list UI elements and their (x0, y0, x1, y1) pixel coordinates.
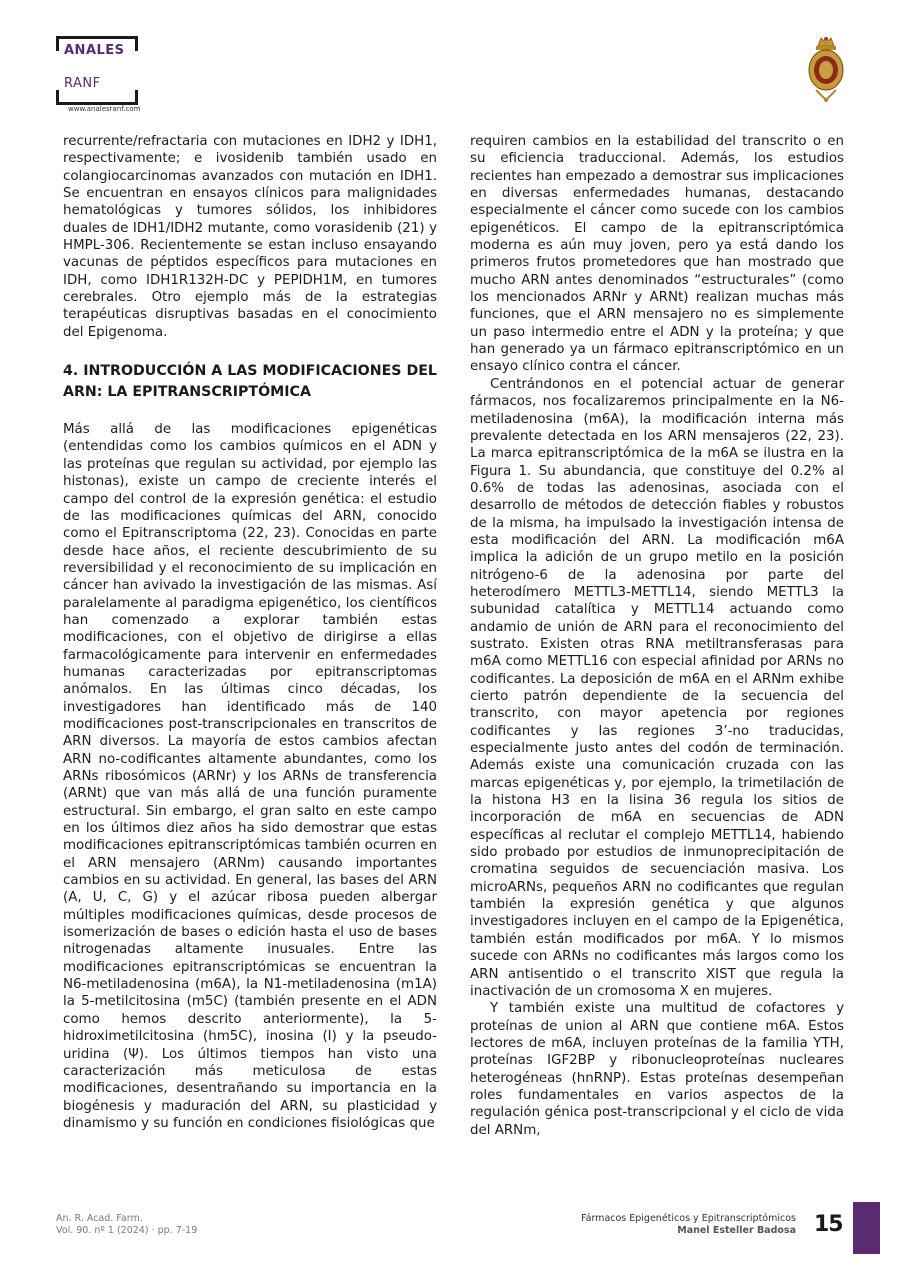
running-footer (581, 1213, 796, 1237)
paragraph: recurrente/refractaria con mutaciones en IDH2 y IDH1, respectivamente; e ivosidenib también usado en colangiocarcinomas avanzados con mutación en IDH1. Se encuentran en ensayos clínicos para malignidades hematológicas y tumores sólidos, los inhibidores duales de IDH1/IDH2 mutante, como vorasidenib (21) y HMPL-306. Recientemente se estan incluso ensayando vacunas de péptidos específicos para mutaciones en IDH, como IDH1R132H-DC y PEPIDH1M, en tumores cerebrales. Otro ejemplo más de la estrategias terapéuticas disruptivas basadas en el conocimiento del Epigenoma. (63, 134, 437, 340)
left-column (63, 133, 437, 1132)
right-column (470, 133, 844, 1139)
logo-bracket-bottom (56, 90, 138, 105)
article-title: Fármacos Epigenéticos y Epitranscriptómicos (581, 1213, 796, 1224)
logo-url: www.analesranf.com (68, 105, 141, 113)
section-heading: 4. INTRODUCCIÓN A LAS MODIFICACIONES DEL ARN: LA EPITRANSCRIPTÓMICA (63, 363, 437, 401)
paragraph: Más allá de las modificaciones epigenéticas (entendidas como los cambios químicos en el ADN y las proteínas que regulan su actividad, por ejemplo las histonas), existe un campo de creciente interés el campo del control de la expresión genética: el estudio de las modificaciones químicas del ARN, conocido como el Epitranscriptoma (22, 23). Conocidas en parte desde hace años, el reciente descubrimiento de su reversibilidad y el reconocimiento de su implicación en cáncer han avivado la investigación de las mismas. Así paralelamente al paradigma epigenético, los científicos han comenzado a explorar también estas modificaciones, con el objetivo de dirigirse a ellas farmacológicamente para intervenir en enfermedades humanas caracterizadas por epitranscriptomas anómalos. En las últimas cinco décadas, los investigadores han identificado más de 140 modificaciones post-transcripcionales en transcritos de ARN diversos. La mayoría de estos cambios afectan ARN no-codificantes altamente abundantes, como los ARNs ribosómicos (ARNr) y los ARNs de transferencia (ARNt) que van más allá de una función puramente estructural. Sin embargo, el gran salto en este campo en los últimos diez años ha sido demostrar que estas modificaciones epitranscriptómicas también ocurren en el ARN mensajero (ARNm) causando importantes cambios en su actividad. En general, las bases del ARN (A, U, C, G) y el azúcar ribosa pueden albergar múltiples modificaciones químicas, desde procesos de isomerización de bases o edición hasta el uso de bases nitrogenadas altamente inusuales. Entre las modificaciones epitranscriptómicas se encuentran la N6-metiladenosina (m6A), la N1-metiladenosina (m1A) la 5-metilcitosina (m5C) (también presente en el ADN como hemos descrito anteriormente), la 5-hidroximetilcitosina (hm5C), inosina (I) y la pseudo-uridina (Ψ). Los últimos tiempos han visto una caracterización más meticulosa de estas modificaciones, desentrañando su importancia en la biogénesis y maduración del ARN, su plasticidad y dinamismo y su función en condiciones fisiológicas que (63, 422, 437, 1131)
logo-word-anales: ANALES (64, 43, 125, 58)
page-number: 15 (814, 1212, 843, 1237)
paragraph: requiren cambios en la estabilidad del transcrito o en su eficiencia traduccional. Además, los estudios recientes han empezado a demostrar sus implicaciones en diversas enfermedades humanas, destacando especialmente el cáncer como sucede con los cambios epigenéticos. El campo de la epitranscriptómica moderna es aún muy joven, pero ya está dando los primeros frutos prometedores que han mostrado que mucho ARN antes denominados “estructurales” (como los mencionados ARNr y ARNt) realizan muchas más funciones, que el ARN mensajero no es simplemente un paso intermedio entre el ADN y la proteína; y que han generado ya un fármaco epitranscriptómico en un ensayo clínico contra el cáncer. (470, 134, 844, 375)
paragraph: Centrándonos en el potencial actuar de generar fármacos, nos focalizaremos principalmente en la N6-metiladenosina (m6A), la modificación interna más prevalente detectada en los ARN mensajeros (22, 23). La marca epitranscriptómica de la m6A se ilustra en la Figura 1. Su abundancia, que constituye del 0.2% al 0.6% de todas las adenosinas, asociada con el desarrollo de métodos de detección fiables y robustos de la misma, ha impulsado la investigación intensa de esta modificación del ARN. La modificación m6A implica la adición de un grupo metilo en la posición nitrógeno-6 de la adenosina por parte del heterodímero METTL3-METTL14, siendo METTL3 la subunidad catalítica y METTL14 actuando como andamio de unión de ARN para el reconocimiento del sustrato. Existen otras RNA metiltransferasas para m6A como METTL16 con especial afinidad por ARNs no codificantes. La deposición de m6A en el ARNm exhibe cierto patrón dependiente de la secuencia del transcrito, con mayor apetencia por regiones codificantes y las regiones 3’-no traducidas, especialmente justo antes del codón de terminación. Además existe una comunicación cruzada con las marcas epigenéticas y, por ejemplo, la trimetilación de la histona H3 en la lisina 36 regula los sitios de incorporación de m6A en secuencias de ADN específicas al reclutar el complejo METTL14, habiendo sido probado por estudios de inmunoprecipitación de cromatina seguidos de secuenciación masiva. Los microARNs, pequeños ARN no codificantes que regulan también la expresión genética y que algunos investigadores incluyen en el campo de la Epigenética, también están modificados por m6A. Y lo mismos sucede con ARNs no codificantes más largos como los ARN antisentido o el transcrito XIST que regula la inactivación de un cromosoma X en mujeres. (470, 376, 844, 999)
academy-crest-icon (806, 34, 846, 104)
journal-logo (56, 36, 176, 116)
journal-volume: Vol. 90. nº 1 (2024) · pp. 7-19 (56, 1225, 198, 1236)
journal-citation (56, 1213, 197, 1237)
paragraph: Y también existe una multitud de cofactores y proteínas de union al ARN que contiene m6A. Estos lectores de m6A, incluyen proteínas de la familia YTH, proteínas IGF2BP y ribonucleoproteínas nucleares heterogéneas (hnRNP). Estas proteínas desempeñan roles fundamentales en varios aspectos de la regulación génica post-transcripcional y el ciclo de vida del ARNm, (470, 1001, 844, 1138)
journal-name: An. R. Acad. Farm. (56, 1213, 143, 1224)
article-author: Manel Esteller Badosa (677, 1225, 796, 1236)
page-tab-bar (853, 1202, 880, 1254)
logo-word-ranf: RANF (64, 76, 101, 91)
